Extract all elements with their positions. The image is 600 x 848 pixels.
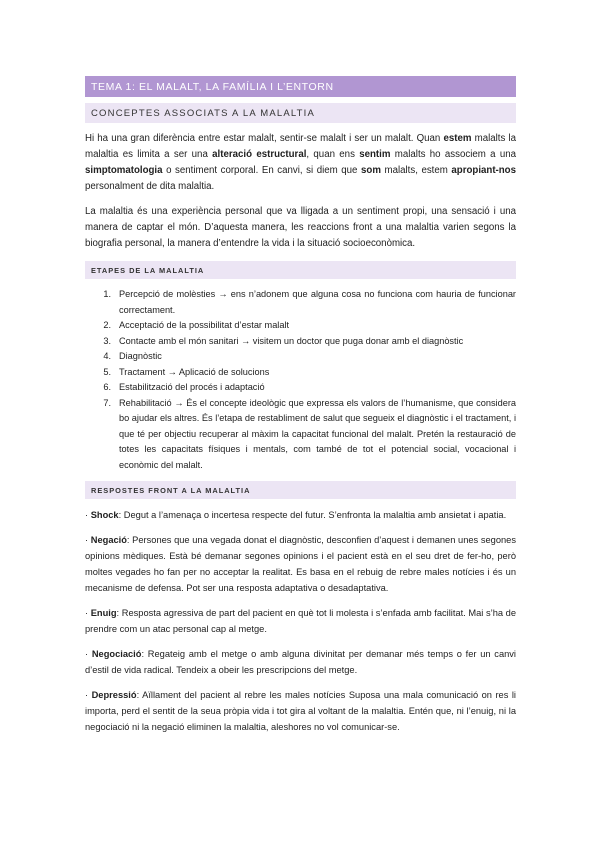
- section-heading-respostes: RESPOSTES FRONT A LA MALALTIA: [85, 481, 516, 499]
- response-depressio: · Depressió: Aïllament del pacient al rebre les males notícies Suposa una mala comunicació on res li importa, perd el sentit de la seua pròpia vida i tot gira al voltant de la malaltia. Entén que, ni l’enuig, ni la negociació ni la negació eliminen la malaltia, aleshores no vol comunicar-se.: [85, 690, 516, 732]
- paragraph-intro: Hi ha una gran diferència entre estar malalt, sentir-se malalt i ser un malalt. Quan estem malalts la malaltia es limita a ser una alteració estructural, quan ens sentim malalts ho associem a una simptomatologia o sentiment corporal. En canvi, si diem que som malalts, estem apropiant-nos personalment de dita malaltia.: [85, 133, 517, 192]
- response-enuig: · Enuig: Resposta agressiva de part del pacient en què tot li molesta i s’enfada amb facilitat. Mai s’ha de prendre com un atac personal cap al metge.: [85, 608, 516, 634]
- list-item: 5. Tractament → Aplicació de solucions: [103, 366, 270, 377]
- list-item: 7. Rehabilitació → És el concepte ideològic que expressa els valors de l’humanisme, que considera bo ajudar els altres. És l’etapa de restabliment de salut que segueix el diagnòstic i el tractament, i que té per objectiu recuperar al màxim la capacitat funcional del malalt. Pretén la restauració de totes les capacitats físiques i mentals, com també de tot el potencial social, vocacional i econòmic del malalt.: [103, 397, 516, 470]
- list-item: 1. Percepció de molèsties → ens n’adonem que alguna cosa no funciona com hauria de funcionar correctament.: [103, 289, 516, 315]
- document-title: TEMA 1: EL MALALT, LA FAMÍLIA I L’ENTORN: [85, 76, 516, 97]
- response-negociacio: · Negociació: Regateig amb el metge o amb alguna divinitat per demanar més temps o fer un canvi d’estil de vida radical. Tendeix a obeir les prescripcions del metge.: [85, 649, 516, 675]
- section-heading-etapes: ETAPES DE LA MALALTIA: [85, 261, 516, 279]
- response-negacio: · Negació: Persones que una vegada donat el diagnòstic, desconfien d’aquest i demanen unes segones opinions mèdiques. Està bé demanar segones opinions i el pacient està en el seu dret de fer-ho, però moltes vegades ho fan per no acceptar la realitat. Es basa en el rebuig de rebre males notícies i és un mecanisme de defensa. Pot ser una resposta adaptativa o desadaptativa.: [85, 535, 516, 593]
- paragraph-experience: La malaltia és una experiència personal que va lligada a un sentiment propi, una sensació i una manera de captar el món. D’aquesta manera, les reaccions front a una malaltia varien segons la biografia personal, la manera d’entendre la vida i la situació socioeconòmica.: [85, 206, 516, 249]
- response-shock: · Shock: Degut a l’amenaça o incertesa respecte del futur. S’enfronta la malaltia amb ansietat i apatia.: [85, 510, 507, 520]
- document-page: [85, 76, 516, 744]
- list-item: 4. Diagnòstic: [103, 351, 162, 361]
- stages-list: [85, 287, 516, 473]
- list-item: 3. Contacte amb el món sanitari → visitem un doctor que puga donar amb el diagnòstic: [103, 335, 464, 346]
- list-item: 6. Estabilització del procés i adaptació: [103, 382, 265, 392]
- list-item: 2. Acceptació de la possibilitat d’estar malalt: [103, 320, 290, 330]
- section-heading-conceptes: CONCEPTES ASSOCIATS A LA MALALTIA: [85, 103, 516, 123]
